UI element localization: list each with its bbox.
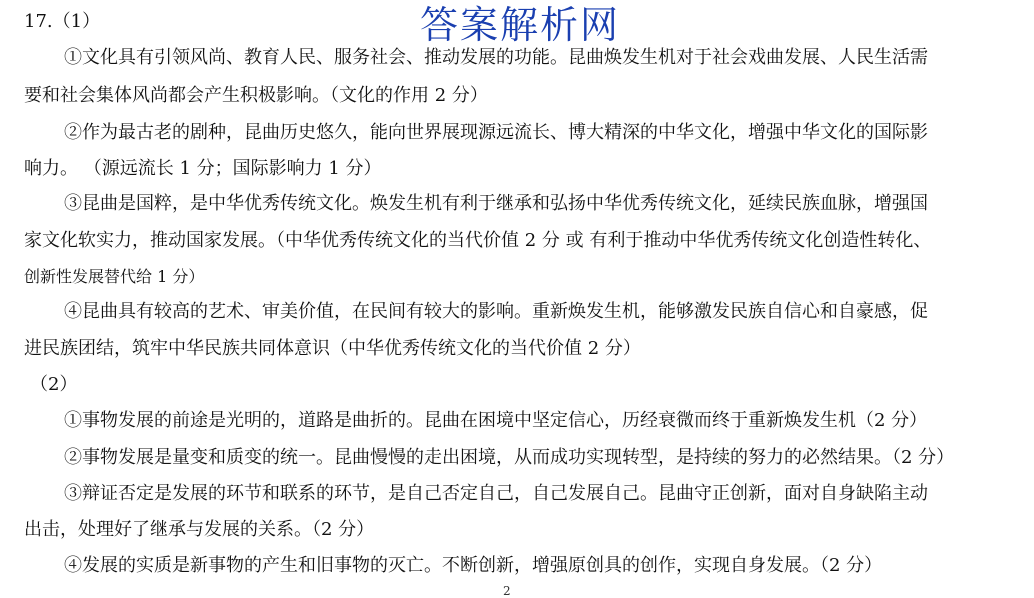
answer-2-3-line-2: 出击，处理好了继承与发展的关系。（2 分） bbox=[24, 519, 375, 540]
answer-1-2-line-2: 响力。 （源远流长 1 分；国际影响力 1 分） bbox=[24, 158, 382, 179]
answer-1-4-line-2: 进民族团结，筑牢中华民族共同体意识（中华优秀传统文化的当代价值 2 分） bbox=[24, 338, 641, 359]
answer-2-1: ①事物发展的前途是光明的，道路是曲折的。昆曲在困境中坚定信心，历经衰微而终于重新焕发生机（2 分） bbox=[64, 410, 928, 431]
watermark-logo: 答案解析网 bbox=[420, 3, 621, 47]
question-number: 17.（1） bbox=[24, 11, 101, 32]
answer-2-4: ④发展的实质是新事物的产生和旧事物的灭亡。不断创新，增强原创具的创作，实现自身发展。（2 分） bbox=[64, 555, 883, 576]
answer-1-1-line-1: ①文化具有引领风尚、教育人民、服务社会、推动发展的功能。昆曲焕发生机对于社会戏曲发展、人民生活需 bbox=[64, 47, 928, 68]
answer-2-3-line-1: ③辩证否定是发展的环节和联系的环节，是自己否定自己，自己发展自己。昆曲守正创新，面对自身缺陷主动 bbox=[64, 483, 928, 504]
answer-1-4-line-1: ④昆曲具有较高的艺术、审美价值，在民间有较大的影响。重新焕发生机，能够激发民族自信心和自豪感，促 bbox=[64, 301, 928, 322]
answer-1-3-line-3: 创新性发展替代给 1 分） bbox=[24, 267, 205, 286]
answer-2-2: ②事物发展是量变和质变的统一。昆曲慢慢的走出困境，从而成功实现转型，是持续的努力的必然结果。（2 分） bbox=[64, 447, 955, 468]
page-number: 2 bbox=[503, 584, 511, 598]
answer-1-3-line-1: ③昆曲是国粹，是中华优秀传统文化。焕发生机有利于继承和弘扬中华优秀传统文化，延续民族血脉，增强国 bbox=[64, 193, 928, 214]
answer-1-1-line-2: 要和社会集体风尚都会产生积极影响。（文化的作用 2 分） bbox=[24, 85, 488, 106]
answer-1-2-line-1: ②作为最古老的剧种，昆曲历史悠久，能向世界展现源远流长、博大精深的中华文化，增强中华文化的国际影 bbox=[64, 122, 928, 143]
answer-1-3-line-2: 家文化软实力，推动国家发展。（中华优秀传统文化的当代价值 2 分 或 有利于推动中华优秀传统文化创造性转化、 bbox=[24, 230, 932, 251]
part-2-label: （2） bbox=[30, 374, 78, 395]
